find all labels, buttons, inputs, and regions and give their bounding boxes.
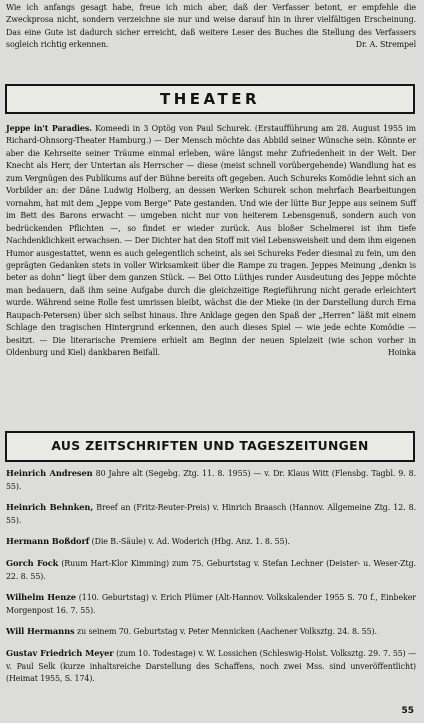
page-number: 55 — [401, 706, 414, 716]
theater-review — [6, 123, 416, 360]
entry-name: Heinrich Andresen — [6, 468, 93, 478]
section-heading-theater-text: THEATER — [159, 90, 260, 108]
entry-text: Breef an (Fritz-Reuter-Preis) v. Hinrich Braasch (Hannov. Allgemeine Ztg. 12. 8. 55). — [6, 503, 416, 525]
entry-name: Wilhelm Henze — [6, 592, 76, 603]
entry-text: (zum 10. Todestage) v. W. Lossichen (Schleswig-Holst. Volksztg. 29. 7. 55) — v. Paul Selk (kurze inhaltsreiche Darstellung des Schaffens, noch zwei Mss. sind unveröffentlicht) (Heimat 1955, S. 174). — [6, 648, 416, 684]
entry-name: Gorch Fock — [6, 557, 59, 568]
entry-name: Gustav Friedrich Meyer — [6, 647, 114, 658]
section-heading-periodicals-text: AUS ZEITSCHRIFTEN UND TAGESZEITUNGEN — [51, 439, 369, 453]
section-heading-theater — [5, 84, 415, 114]
review-body: Komeedi in 3 Optög von Paul Schurek. (Erstaufführung am 28. August 1955 im Richard-Ohnsorg-Theater Hamburg.) — Der Mensch möchte das Abbild seiner Wünsche sein. Könnte er aber die Kehrseite seiner Träume einmal erleben, wäre längst mehr Zufriedenheit in der Welt. Der Knecht als Herr, der Untertan als Herrscher — diese (meist schnell vorübergehende) Wandlung hat es zum Vergnügen des Publikums auf der Bühne bereits oft gegeben. Auch Schureks Komödie lehnt sich an Vorbilder an: der Däne Ludwig Holberg, an dessen Werken Schurek schon mehrfach Bearbeitungen vornahm, hat mit dem „Jeppe vom Berge“ Pate gestanden. Und wie der lütte Bur Jeppe aus seinem Suff im Bett des Barons erwacht — umgeben nicht nur von heiterem Lebensgenuß, sondern auch von bedrückenden Pflichten —, so findet er wieder zurück. Aus bloßer Schelmerei ist ihm tiefe Nachdenklichkeit erwachsen. — Der Dichter hat den Stoff mit viel Lebensweisheit und dem ihm eigenen Humor ausgestattet, wenn es auch gelegentlich scheint, als sei Schureks Feder diesmal zu fein, um den geprägten Gedanken stets in voller Wirksamkeit über die Rampe zu tragen. Jeppes Meinung „denkn is beter as dohn“ liegt über dem ganzen Stück. — Bei Otto Lüthjes runder Ausdeutung des Jeppe möchte man bedauern, daß ihm seine Aufgabe durch die gleichzeitige Regieführung nicht gerade erleichtert wurde. Während seine Rolle fest umrissen bleibt, wächst die der Mieke (in der Darstellung durch Erna Raupach-Petersen) über sich selbst hinaus. Ihre Anklage gegen den Spaß der „Herren“ läßt mit einem Schlage den tragischen Hintergrund erkennen, den auch dieses Spiel — wie jede echte Komödie — besitzt. — Die literarische Premiere erhielt am Beginn der neuen Spielzeit (wie schon vorher in Oldenburg und Kiel) dankbaren Beifall. — [6, 124, 416, 358]
entry-name: Hermann Boßdorf — [6, 536, 90, 547]
list-item — [6, 591, 416, 617]
entry-text: (Die B.-Säule) v. Ad. Woderich (Hbg. Anz. 1. 8. 55). — [91, 537, 290, 547]
entry-text: zu seinem 70. Geburtstag v. Peter Mennicken (Aachener Volksztg. 24. 8. 55). — [77, 627, 377, 637]
list-item — [6, 647, 416, 686]
list-item — [6, 625, 416, 639]
list-item — [6, 557, 416, 583]
intro-signature: Dr. A. Strempel — [355, 40, 416, 50]
entry-name: Will Hermanns — [6, 626, 75, 637]
entry-text: (Ruum Hart-Klor Kimming) zum 75. Geburtstag v. Stefan Lechner (Deister- u. Weser-Ztg. 22. 8. 55). — [6, 558, 416, 581]
review-title: Jeppe in't Paradies. — [6, 124, 92, 133]
entry-name: Heinrich Behnken, — [6, 502, 94, 513]
intro-text: Wie ich anfangs gesagt habe, freue ich mich aber, daß der Verfasser betont, er empfehle die Zweckprosa nicht, sondern verzeichne sie nur und weise darauf hin in ihrer vielfältigen Erscheinung. Das eine Gute ist dadurch sicher erreicht, daß weitere Leser des Buches die Stellung des Verfassers sogleich richtig erkennen. — [6, 3, 416, 50]
list-item — [6, 501, 416, 527]
entry-text: 80 Jahre alt (Segebg. Ztg. 11. 8. 1955) — v. Dr. Klaus Witt (Flensbg. Tagbl. 9. 8. 55). — [6, 469, 416, 491]
list-item — [6, 467, 416, 493]
periodical-entries — [6, 467, 416, 694]
review-signature: Hoinka — [387, 348, 416, 358]
entry-text: (110. Geburtstag) v. Erich Plümer (Alt-Hannov. Volkskalender 1955 S. 70 f., Einbeker Morgenpost 16. 7. 55). — [6, 593, 416, 615]
list-item — [6, 535, 416, 549]
intro-paragraph — [6, 2, 416, 52]
section-heading-periodicals — [5, 431, 415, 462]
